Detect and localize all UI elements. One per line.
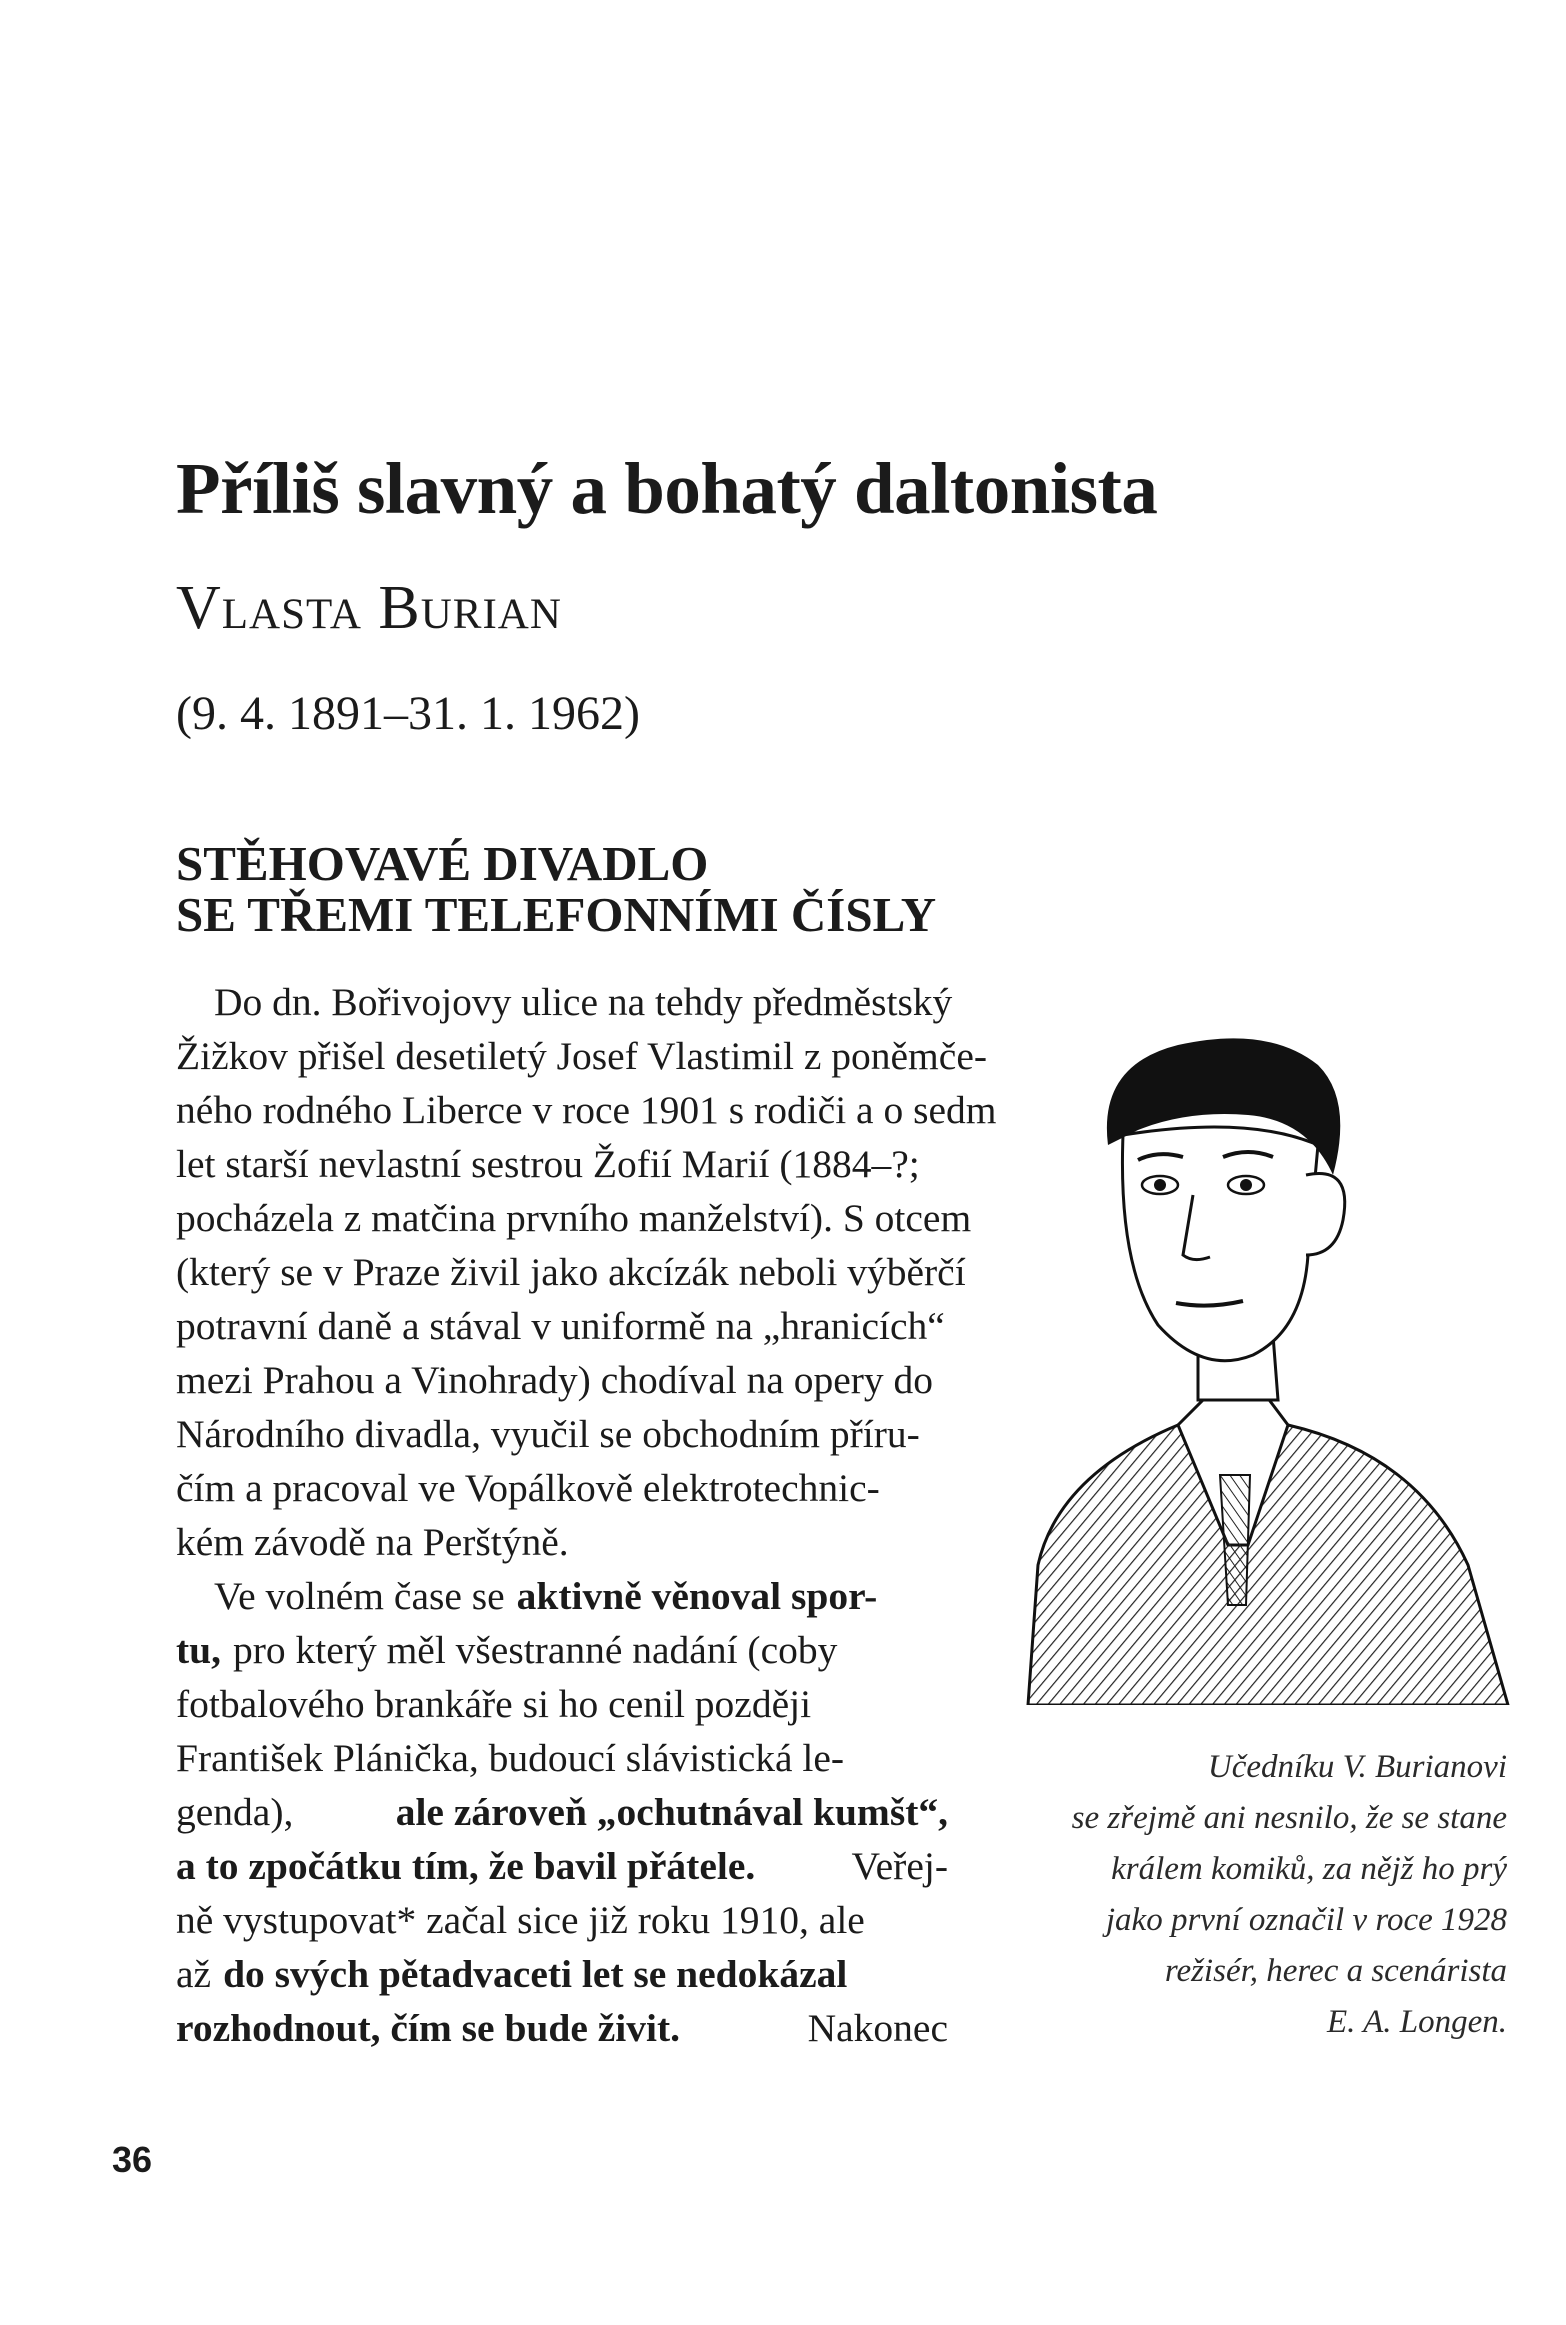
text-line: František Plánička, budoucí slávistická le- <box>176 1736 845 1780</box>
text-run-bold: rozhodnout, čím se bude živit. <box>176 2006 681 2050</box>
portrait-illustration <box>988 1005 1518 1705</box>
text-run: až <box>176 1952 212 1996</box>
text-line: fotbalového brankáře si ho cenil později <box>176 1682 812 1726</box>
text-line: ného rodného Liberce v roce 1901 s rodiči a o sedm <box>176 1088 997 1132</box>
caption-line: E. A. Longen. <box>1327 2004 1507 2040</box>
text-run: genda), <box>176 1790 294 1834</box>
text-run: Nakonec <box>807 2006 948 2050</box>
chapter-heading-line: SE TŘEMI TELEFONNÍMI ČÍSLY <box>176 887 937 943</box>
caption-line: režisér, herec a scenárista <box>1164 1953 1507 1989</box>
page-title: Příliš slavný a bohatý daltonista <box>176 448 1158 529</box>
caption-line: se zřejmě ani nesnilo, že se stane <box>1071 1800 1507 1836</box>
text-line <box>176 1839 948 1893</box>
text-line: Žižkov přišel desetiletý Josef Vlastimil z poněmče- <box>176 1034 988 1078</box>
text-line: mezi Prahou a Vinohrady) chodíval na opery do <box>176 1358 934 1402</box>
caption-line: Učedníku V. Burianovi <box>1207 1749 1507 1785</box>
text-line <box>176 1947 948 2001</box>
text-line: kém závodě na Perštýně. <box>176 1520 569 1564</box>
text-run-bold: aktivně věnoval spor- <box>516 1574 878 1618</box>
page-number: 36 <box>112 2139 153 2180</box>
text-line: Národního divadla, vyučil se obchodním příru- <box>176 1412 920 1456</box>
life-dates: (9. 4. 1891–31. 1. 1962) <box>176 687 640 740</box>
text-line: čím a pracoval ve Vopálkově elektrotechnic- <box>176 1466 880 1510</box>
text-line: (který se v Praze živil jako akcízák neboli výběrčí <box>176 1250 966 1294</box>
text-line: pocházela z matčina prvního manželství). S otcem <box>176 1196 972 1240</box>
text-run: Ve volném čase se <box>214 1574 505 1618</box>
text-line <box>176 2001 948 2055</box>
chapter-heading <box>176 838 936 941</box>
text-run-bold: a to zpočátku tím, že bavil přátele. <box>176 1844 756 1888</box>
text-run-bold: do svých pětadvaceti let se nedokázal <box>223 1952 848 1996</box>
text-line: ně vystupovat* začal sice již roku 1910, ale <box>176 1898 865 1942</box>
text-line <box>176 1623 948 1677</box>
text-line: let starší nevlastní sestrou Žofií Marií (1884–?; <box>176 1142 920 1186</box>
text-line: Do dn. Bořivojovy ulice na tehdy předměstský <box>214 980 953 1024</box>
author-name: Vlasta Burian <box>176 574 562 642</box>
text-line <box>176 1785 948 1839</box>
text-line: potravní daně a stával v uniformě na „hranicích“ <box>176 1304 945 1348</box>
caption-line: jako první označil v roce 1928 <box>1105 1902 1507 1938</box>
figure-caption <box>985 1742 1507 2048</box>
text-run-bold: ale zároveň „ochutnával kumšt“, <box>395 1790 948 1834</box>
text-run-bold: tu, <box>176 1628 221 1672</box>
chapter-heading-line: STĚHOVAVÉ DIVADLO <box>176 836 709 891</box>
text-run: pro který měl všestranné nadání (coby <box>233 1628 838 1672</box>
caption-line: králem komiků, za nějž ho prý <box>1111 1851 1507 1887</box>
text-run: Veřej- <box>851 1844 948 1888</box>
text-line <box>176 1569 948 1623</box>
